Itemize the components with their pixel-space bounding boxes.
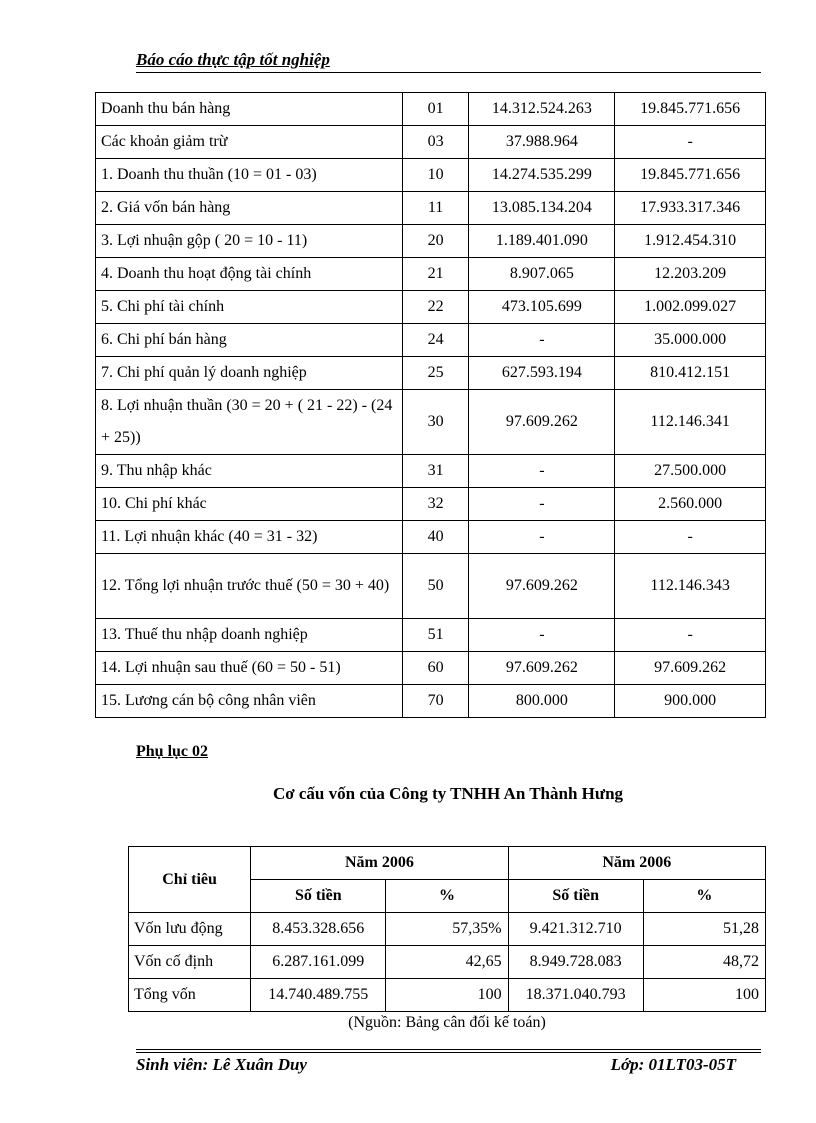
row-value-year1: -: [469, 455, 615, 488]
row-label: 4. Doanh thu hoạt động tài chính: [96, 258, 403, 291]
income-statement-body: [96, 93, 766, 718]
row-value-year1: 14.312.524.263: [469, 93, 615, 126]
col-a-percent-header: %: [386, 880, 508, 913]
row-value-year2: 19.845.771.656: [615, 159, 766, 192]
table-row: [96, 225, 766, 258]
row-value-year2: 2.560.000: [615, 488, 766, 521]
row-name: Tổng vốn: [129, 979, 251, 1012]
row-value-year1: 473.105.699: [469, 291, 615, 324]
row-value-year2: 1.002.099.027: [615, 291, 766, 324]
row-label: 10. Chi phí khác: [96, 488, 403, 521]
footer-student: Sinh viên: Lê Xuân Duy: [136, 1055, 307, 1074]
table-row: [96, 521, 766, 554]
row-code: 70: [402, 685, 469, 718]
row-value-year2: 97.609.262: [615, 652, 766, 685]
table-row: [96, 126, 766, 159]
row-value-year2: -: [615, 521, 766, 554]
row-code: 24: [402, 324, 469, 357]
row-label: 3. Lợi nhuận gộp ( 20 = 10 - 11): [96, 225, 403, 258]
row-label: 1. Doanh thu thuần (10 = 01 - 03): [96, 159, 403, 192]
table-row: [96, 93, 766, 126]
row-b-percent: 48,72: [643, 946, 765, 979]
row-code: 11: [402, 192, 469, 225]
row-value-year1: -: [469, 324, 615, 357]
footer-rule-bottom: [136, 1052, 761, 1053]
table-row: [129, 913, 766, 946]
table-row: [96, 192, 766, 225]
row-code: 10: [402, 159, 469, 192]
row-label: Các khoản giảm trừ: [96, 126, 403, 159]
table-row: [96, 488, 766, 521]
col-a-amount-header: Số tiền: [251, 880, 386, 913]
row-value-year2: 112.146.341: [615, 390, 766, 455]
row-label: 13. Thuế thu nhập doanh nghiệp: [96, 619, 403, 652]
row-label: 5. Chi phí tài chính: [96, 291, 403, 324]
capital-structure-table: [128, 846, 766, 1012]
row-code: 21: [402, 258, 469, 291]
row-a-amount: 6.287.161.099: [251, 946, 386, 979]
row-value-year1: 8.907.065: [469, 258, 615, 291]
appendix-heading: Phụ lục 02: [136, 743, 209, 760]
row-value-year2: 17.933.317.346: [615, 192, 766, 225]
row-a-percent: 42,65: [386, 946, 508, 979]
table-row: [96, 455, 766, 488]
row-name: Vốn lưu động: [129, 913, 251, 946]
row-code: 25: [402, 357, 469, 390]
row-value-year2: 27.500.000: [615, 455, 766, 488]
row-b-amount: 9.421.312.710: [508, 913, 643, 946]
table-row: [129, 946, 766, 979]
footer-class: Lớp: 01LT03-05T: [610, 1055, 736, 1074]
row-a-percent: 57,35%: [386, 913, 508, 946]
col-indicator-header: Chỉ tiêu: [129, 847, 251, 913]
table-row: [96, 159, 766, 192]
row-label: 9. Thu nhập khác: [96, 455, 403, 488]
page-header: [136, 48, 761, 73]
appendix-subtitle: Cơ cấu vốn của Công ty TNHH An Thành Hưng: [272, 784, 624, 803]
page-footer: [136, 1055, 736, 1075]
row-label: 2. Giá vốn bán hàng: [96, 192, 403, 225]
row-value-year1: 627.593.194: [469, 357, 615, 390]
row-value-year1: -: [469, 521, 615, 554]
table-row: [96, 685, 766, 718]
col-b-percent-header: %: [643, 880, 765, 913]
row-label: Doanh thu bán hàng: [96, 93, 403, 126]
table-row: [96, 258, 766, 291]
row-label: 11. Lợi nhuận khác (40 = 31 - 32): [96, 521, 403, 554]
row-value-year1: 37.988.964: [469, 126, 615, 159]
row-value-year2: -: [615, 619, 766, 652]
row-value-year2: 112.146.343: [615, 554, 766, 619]
row-code: 31: [402, 455, 469, 488]
row-value-year1: -: [469, 619, 615, 652]
row-code: 51: [402, 619, 469, 652]
row-value-year1: 13.085.134.204: [469, 192, 615, 225]
header-title: Báo cáo thực tập tốt nghiệp: [136, 50, 330, 69]
row-code: 30: [402, 390, 469, 455]
row-label: 6. Chi phí bán hàng: [96, 324, 403, 357]
row-value-year2: 12.203.209: [615, 258, 766, 291]
footer-rule-top: [136, 1049, 761, 1050]
row-value-year1: 97.609.262: [469, 554, 615, 619]
col-b-amount-header: Số tiền: [508, 880, 643, 913]
row-value-year2: 900.000: [615, 685, 766, 718]
row-label: 15. Lương cán bộ công nhân viên: [96, 685, 403, 718]
row-b-amount: 18.371.040.793: [508, 979, 643, 1012]
row-label: 7. Chi phí quản lý doanh nghiệp: [96, 357, 403, 390]
row-code: 50: [402, 554, 469, 619]
col-year-a-header: Năm 2006: [251, 847, 508, 880]
row-value-year2: 1.912.454.310: [615, 225, 766, 258]
income-statement-table: [95, 92, 766, 718]
table-row: [129, 979, 766, 1012]
col-year-b-header: Năm 2006: [508, 847, 765, 880]
row-label: 14. Lợi nhuận sau thuế (60 = 50 - 51): [96, 652, 403, 685]
row-code: 03: [402, 126, 469, 159]
table-row: [96, 554, 766, 619]
row-name: Vốn cố định: [129, 946, 251, 979]
row-a-amount: 8.453.328.656: [251, 913, 386, 946]
row-code: 32: [402, 488, 469, 521]
table-row: [96, 390, 766, 455]
row-value-year2: 810.412.151: [615, 357, 766, 390]
row-code: 40: [402, 521, 469, 554]
table-row: [96, 324, 766, 357]
row-value-year1: 97.609.262: [469, 390, 615, 455]
row-value-year2: 19.845.771.656: [615, 93, 766, 126]
row-a-amount: 14.740.489.755: [251, 979, 386, 1012]
row-code: 20: [402, 225, 469, 258]
row-value-year1: -: [469, 488, 615, 521]
row-a-percent: 100: [386, 979, 508, 1012]
row-b-amount: 8.949.728.083: [508, 946, 643, 979]
table-source-note: (Nguồn: Bảng cân đối kế toán): [348, 1014, 546, 1031]
row-label: 12. Tổng lợi nhuận trước thuế (50 = 30 + 40): [96, 554, 403, 619]
row-value-year2: 35.000.000: [615, 324, 766, 357]
row-value-year1: 97.609.262: [469, 652, 615, 685]
row-value-year2: -: [615, 126, 766, 159]
row-code: 60: [402, 652, 469, 685]
row-b-percent: 100: [643, 979, 765, 1012]
table-row: [96, 652, 766, 685]
table-row: [96, 619, 766, 652]
row-value-year1: 1.189.401.090: [469, 225, 615, 258]
table-row: [96, 357, 766, 390]
row-b-percent: 51,28: [643, 913, 765, 946]
row-value-year1: 14.274.535.299: [469, 159, 615, 192]
table-row: [96, 291, 766, 324]
capital-structure-body: [129, 913, 766, 1012]
row-code: 22: [402, 291, 469, 324]
row-code: 01: [402, 93, 469, 126]
row-value-year1: 800.000: [469, 685, 615, 718]
row-label: 8. Lợi nhuận thuần (30 = 20 + ( 21 - 22) - (24 + 25)): [96, 390, 403, 455]
